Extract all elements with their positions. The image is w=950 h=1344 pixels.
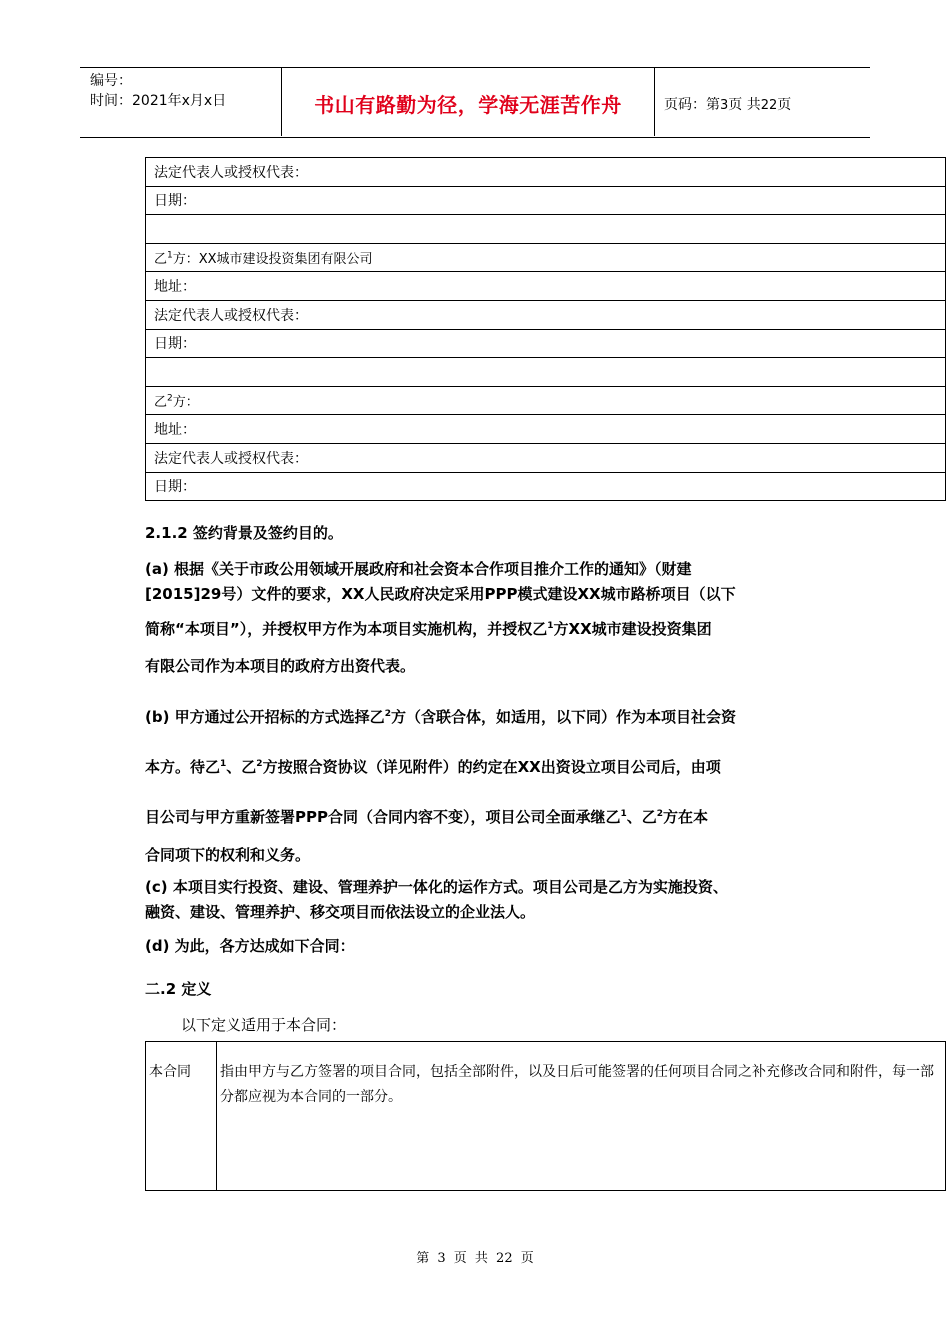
paragraph-b-line (145, 756, 825, 806)
table-row (146, 272, 946, 301)
party-b1-name: 方：XX城市建设投资集团有限公司 (172, 252, 373, 268)
superscript: 1 (547, 621, 554, 631)
party-b2-sup: 2 (167, 393, 173, 404)
blank-row (146, 358, 946, 387)
definitions-lead: 以下定义适用于本合同： (181, 1016, 347, 1034)
paragraph-c-line: (c) 本项目实行投资、建设、管理养护一体化的运作方式。项目公司是乙方为实施投资、 (145, 878, 728, 896)
legal-rep-field: 法定代表人或授权代表： (146, 443, 946, 472)
header-page-info (664, 94, 791, 114)
text-span: 方（含联合体，如适用，以下同）作为本项目社会资 (390, 708, 736, 726)
party-b1-sup: 1 (167, 250, 173, 261)
definition-term: 本合同 (146, 1042, 217, 1191)
header-meta (90, 71, 226, 111)
superscript: 1 (220, 759, 227, 769)
text-span: 方在本 (663, 808, 709, 826)
date-field: 日期： (146, 329, 946, 358)
page-total: 22 (760, 98, 778, 113)
table-row (146, 186, 946, 215)
table-row (146, 358, 946, 387)
table-row (146, 243, 946, 272)
paragraph-b-line (145, 706, 825, 756)
superscript: 2 (256, 759, 263, 769)
paragraph-a-line: 有限公司作为本项目的政府方出资代表。 (145, 657, 416, 675)
blank-row (146, 215, 946, 244)
text-span: (b) 甲方通过公开招标的方式选择乙 (145, 708, 385, 726)
table-row (146, 1042, 946, 1191)
definition-text: 指由甲方与乙方签署的项目合同，包括全部附件，以及日后可能签署的任何项目合同之补充修改合同和附件，每一部分都应视为本合同的一部分。 (217, 1042, 946, 1191)
page-end-label: 页 (777, 97, 792, 113)
text-span: 目公司与甲方重新签署PPP合同（合同内容不变），项目公司全面承继乙 (145, 808, 621, 826)
table-row (146, 158, 946, 187)
section-heading-212: 2.1.2 签约背景及签约目的。 (145, 524, 343, 542)
paragraph-a-line: (a) 根据《关于市政公用领域开展政府和社会资本合作项目推介工作的通知》（财建 (145, 560, 692, 578)
signature-table (145, 157, 946, 501)
serial-number-label: 编号： (90, 73, 132, 89)
motto-text: 书山有路勤为径，学海无涯苦作舟 (314, 93, 622, 117)
party-b2-label: 方： (172, 395, 199, 411)
text-span: 方按照合资协议（详见附件）的约定在XX出资设立项目公司后，由项 (262, 758, 721, 776)
address-field: 地址： (146, 272, 946, 301)
party-b1-prefix: 乙 (154, 252, 168, 268)
page-mid-label: 页 共 (728, 97, 761, 113)
page-label: 页码：第 (664, 97, 720, 113)
section-heading-22: 二.2 定义 (145, 980, 212, 998)
date-field: 日期： (146, 186, 946, 215)
party-b2-prefix: 乙 (154, 395, 168, 411)
text-span: 简称“本项目”），并授权甲方作为本项目实施机构，并授权乙 (145, 620, 548, 638)
paragraph-c-line: 融资、建设、管理养护、移交项目而依法设立的企业法人。 (145, 903, 536, 921)
address-field: 地址： (146, 415, 946, 444)
page-header (80, 67, 870, 138)
paragraph-c (145, 876, 825, 922)
date-label: 时间：2021年x月x日 (90, 93, 227, 109)
text-span: 、乙 (226, 758, 257, 776)
legal-rep-field: 法定代表人或授权代表： (146, 158, 946, 187)
text-span: 、乙 (626, 808, 657, 826)
table-row (146, 472, 946, 501)
text-span: 方XX城市建设投资集团 (553, 620, 712, 638)
paragraph-d: (d) 为此，各方达成如下合同： (145, 937, 355, 955)
date-field: 日期： (146, 472, 946, 501)
superscript: 2 (384, 709, 391, 719)
paragraph-b-line: 合同项下的权利和义务。 (145, 846, 311, 864)
table-row (146, 415, 946, 444)
table-row (146, 300, 946, 329)
table-row (146, 329, 946, 358)
superscript: 1 (620, 809, 627, 819)
table-row (146, 215, 946, 244)
party-b2-field (146, 386, 946, 415)
superscript: 2 (656, 809, 664, 819)
table-row (146, 443, 946, 472)
definitions-table (145, 1041, 946, 1191)
page-number: 3 (720, 98, 729, 113)
party-b1-field (146, 243, 946, 272)
page-footer: 第 3 页 共 22 页 (416, 1251, 534, 1266)
paragraph-b (145, 706, 825, 865)
paragraph-a (145, 558, 825, 676)
paragraph-b-line (145, 806, 825, 844)
paragraph-a-line: [2015]29号）文件的要求，XX人民政府决定采用PPP模式建设XX城市路桥项目（以下 (145, 585, 736, 603)
legal-rep-field: 法定代表人或授权代表： (146, 300, 946, 329)
table-row (146, 386, 946, 415)
header-motto-cell (281, 67, 655, 136)
text-span: 本方。待乙 (145, 758, 221, 776)
paragraph-a-line (145, 618, 825, 655)
